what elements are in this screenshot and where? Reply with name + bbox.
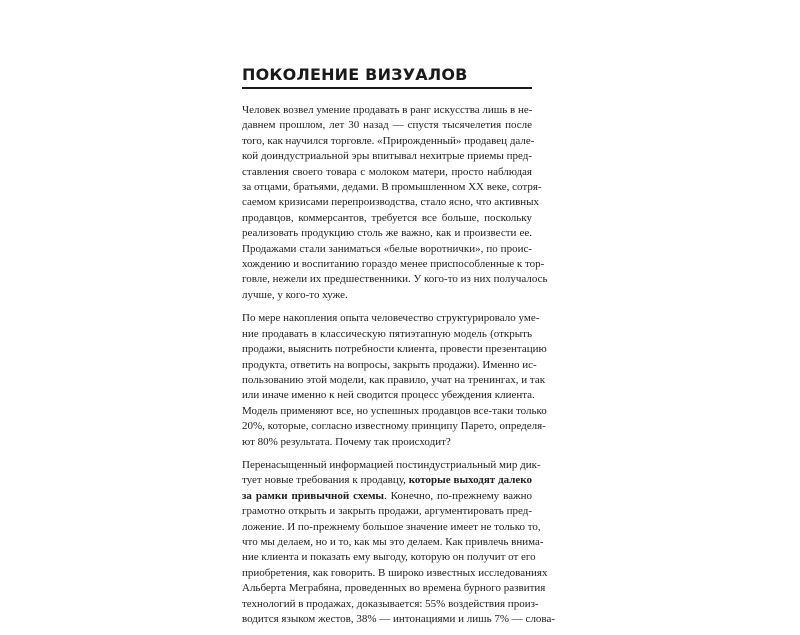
section-heading: ПОКОЛЕНИЕ ВИЗУАЛОВ <box>242 65 468 84</box>
text-segment: . Конечно, по-прежнему важно <box>384 489 532 502</box>
text-line-mixed <box>242 489 532 504</box>
text-line: за отцами, братьями, дедами. В промышленном XX веке, сотря- <box>242 181 542 194</box>
text-line: или иначе именно к ней сводится процесс убеждения клиента. <box>242 389 535 402</box>
text-line: Перенасыщенный информацией постиндустриальный мир дик- <box>242 458 541 471</box>
text-line: ние клиента и показать ему выгоду, которую он получит от его <box>242 551 536 564</box>
bold-text: за рамки привычной схемы <box>242 489 385 502</box>
text-line: 20%, которые, согласно известному принципу Парето, определя- <box>242 420 546 433</box>
text-line: приобретения, как говорить. В широко известных исследованиях <box>242 566 548 579</box>
text-line: продавцов, коммерсантов, требуется все больше, поскольку <box>242 211 532 224</box>
text-line: реализовать продукцию столь же важно, как и произвести ее. <box>242 227 532 240</box>
text-line: Альберта Меграбяна, проведенных во времена бурного развития <box>242 582 546 595</box>
text-line: пользованию этой модели, как правило, учат на тренингах, и так <box>242 373 546 386</box>
paragraph-2 <box>242 311 547 450</box>
text-line: ставления своего товара с молоком матери, просто наблюдая <box>242 165 532 178</box>
text-line: лучше, у кого-то хуже. <box>242 288 348 301</box>
paragraph-3 <box>242 458 556 627</box>
text-line: По мере накопления опыта человечество структурировало уме- <box>242 312 540 325</box>
text-segment: тует новые требования к продавцу, <box>242 474 406 487</box>
text-line: ние продавать в классическую пятиэтапную модель (открыть <box>242 327 532 340</box>
text-line: говле, нежели их предшественники. У кого-то из них получалось <box>242 273 548 286</box>
bold-text: которые выходят далеко <box>408 474 532 487</box>
text-line: ют 80% результата. Почему так происходит? <box>242 435 451 448</box>
text-line: что мы делаем, но и то, как мы это делаем. Как привлечь внима- <box>242 535 544 548</box>
text-line: хождению и воспитанию гораздо менее приспособленные к тор- <box>242 258 545 271</box>
text-line: водится языком жестов, 38% — интонациями и лишь 7% — слова- <box>242 613 556 625</box>
heading-underline <box>242 87 532 89</box>
text-line: Продажами стали заниматься «белые воротнички», по проис- <box>242 242 532 255</box>
text-line: продукта, ответить на вопросы, закрыть продажи). Именно ис- <box>242 358 537 371</box>
text-line: того, как научился торговле. «Прирожденный» продавец дале- <box>242 134 535 147</box>
text-line: кой доиндустриальной эры впитывал нехитрые приемы пред- <box>242 150 532 163</box>
text-line: Человек возвел умение продавать в ранг искусства лишь в не- <box>242 104 533 116</box>
text-line: технологий в продажах, доказывается: 55% воздействия произ- <box>242 597 539 610</box>
text-line: саемом кризисами перепроизводства, стало ясно, что активных <box>242 196 540 209</box>
text-line: давнем прошлом, лет 30 назад — спустя тысячелетия после <box>242 119 532 132</box>
text-line: ложение. И по-прежнему большое значение имеет не только то, <box>242 520 541 533</box>
text-line-mixed <box>242 473 532 488</box>
paragraph-1 <box>242 103 548 303</box>
text-line: Модель применяют все, но успешных продавцов все-таки только <box>242 404 547 417</box>
text-line: продажи, выяснить потребности клиента, провести презентацию <box>242 343 547 356</box>
body-text <box>242 103 556 635</box>
text-line: грамотно открыть и закрыть продажи, аргументировать пред- <box>242 505 532 518</box>
